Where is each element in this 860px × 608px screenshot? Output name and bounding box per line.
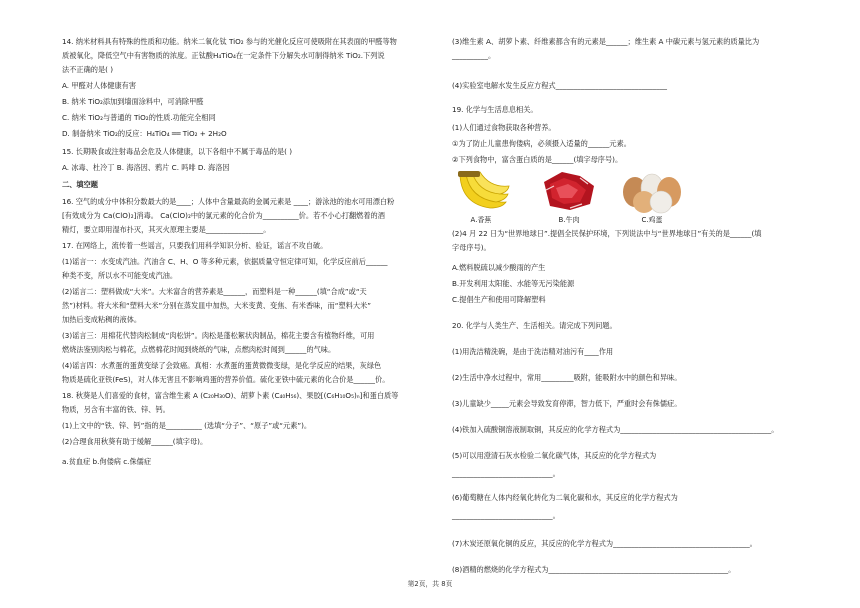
text-line: 20. 化学与人类生产、生活相关。请完成下列问题。 <box>452 321 617 330</box>
text-line: C. 纳米 TiO₂与普通的 TiO₂的性质.功能完全相同 <box>62 113 216 122</box>
text-line: 物质是硫化亚铁(FeS)，对人体无害且不影响鸡蛋的营养价值。硫化亚铁中硫元素的化合价是______价。 <box>62 375 390 384</box>
banana-icon <box>452 168 510 214</box>
text-line: 精灯，要立即用湿布扑灭，其灭火原理主要是________________。 <box>62 225 271 234</box>
text-line: 14. 纳米材料具有特殊的性质和功能。纳米二氧化钛 TiO₂ 参与的光催化反应可使吸附在其表面的甲醛等物 <box>62 37 397 46</box>
text-line: B.开发利用太阳能、水能等无污染能源 <box>452 279 575 288</box>
text-line: [有效成分为 Ca(ClO)₂]消毒。 Ca(ClO)₂中的氯元素的化合价为__________价。若不小心打翻燃着的酒 <box>62 211 385 220</box>
text-line: B. 纳米 TiO₂添加到墙面涂料中，可消除甲醛 <box>62 97 204 106</box>
page-footer: 第2页，共 8页 <box>407 580 453 588</box>
text-line: (2)谣言二：塑料做成“大米”。大米富含的营养素是______，而塑料是一种______(填“合成”或“天 <box>62 287 367 296</box>
food-label: A.香蕉 <box>470 216 492 224</box>
text-line: 种类不变，所以水不可能变成汽油。 <box>62 271 178 280</box>
text-line: (4)谣言四：水煮蛋的蛋黄变绿了会致癌。真相：水煮蛋的蛋黄微微变绿，是化学反应的结果，灰绿色 <box>62 361 382 370</box>
text-line: (7)木炭还原氧化铜的反应，其反应的化学方程式为______________________________________。 <box>452 539 757 548</box>
text-line: A.燃料脱硫以减少酸雨的产生 <box>452 263 546 272</box>
text-line: 然”)材料。将大米和“塑料大米”分别在蒸发皿中加热，大米变黄、变焦、有米香味，而“塑料大米” <box>62 301 371 310</box>
eggs-icon <box>620 168 684 214</box>
text-line: ____________________________。 <box>452 511 560 520</box>
text-line: (1)用洗洁精洗碗，是由于洗洁精对油污有____作用 <box>452 347 614 356</box>
text-line: 质被氧化，降低空气中有害物质的浓度。正钛酸H₄TiO₄在一定条件下分解失水可制得纳米 TiO₂.下列说 <box>62 51 385 60</box>
text-line: (3)谣言三：用棉花代替肉松制成“肉松饼”。肉松是蓬松絮状肉制品，棉花主要含有植物纤维，可用 <box>62 331 375 340</box>
text-line: (2)4 月 22 日为“世界地球日”.提倡全民保护环境，下列说法中与“世界地球日”有关的是______(填 <box>452 229 762 238</box>
text-line: ①为了防止儿童患佝偻病，必须摄入适量的______元素。 <box>452 139 631 148</box>
text-line: (4)实验室电解水发生反应方程式_______________________________ <box>452 81 668 90</box>
text-line: a.贫血症 b.佝偻病 c.侏儒症 <box>62 457 152 466</box>
text-line: 二、填空题 <box>62 180 98 189</box>
text-line: (5)可以用澄清石灰水检验二氧化碳气体，其反应的化学方程式为 <box>452 451 657 460</box>
text-line: (1)谣言一：水变成汽油。汽油含 C、H、O 等多种元素，依据质量守恒定律可知，化学反应前后______ <box>62 257 388 266</box>
food-images <box>452 168 692 228</box>
text-line: (3)儿童缺少_____元素会导致发育停滞，智力低下，严重时会有侏儒症。 <box>452 399 682 408</box>
text-line: 17. 在网络上，流传着一些谣言，只要我们用科学知识分析、验证，谣言不攻自破。 <box>62 241 328 250</box>
text-line: 16. 空气的成分中体积分数最大的是____；人体中含量最高的金属元素是 ____；游泳池的池水可用漂白粉 <box>62 197 395 206</box>
banana-image <box>452 168 510 224</box>
text-line: (2)合理食用秋葵有助于缓解______(填字母)。 <box>62 437 208 446</box>
text-line: 字母序号)。 <box>452 243 491 252</box>
text-line: D. 制备纳米 TiO₂的反应：H₄TiO₄ ══ TiO₂ + 2H₂O <box>62 129 227 138</box>
text-line: (8)酒精的燃烧的化学方程式为__________________________________________________。 <box>452 565 736 574</box>
text-line: __________。 <box>452 51 496 60</box>
text-line: C.提倡生产和使用可降解塑料 <box>452 295 546 304</box>
text-line: ②下列食物中，富含蛋白质的是______(填字母序号)。 <box>452 155 623 164</box>
text-line: A. 甲醛对人体健康有害 <box>62 81 137 90</box>
text-line: 物质，另含有丰富的铁、锌、钙。 <box>62 405 170 414</box>
beef-icon <box>540 168 598 214</box>
text-line: (2)生活中净水过程中，常用_________吸附，能吸附水中的颜色和异味。 <box>452 373 682 382</box>
beef-image <box>540 168 598 224</box>
food-label: C.鸡蛋 <box>641 216 663 224</box>
text-line: (3)维生素 A、胡萝卜素、纤维素都含有的元素是______；维生素 A 中碳元素与氢元素的质量比为 <box>452 37 760 46</box>
text-line: 19. 化学与生活息息相关。 <box>452 105 538 114</box>
text-line: 18. 秋葵是人们喜爱的食材，富含维生素 A (C₂₀H₃₀O)、胡萝卜素 (C₄₀H₅₆)、果胶[(C₆H₁₀O₅)ₙ]和蛋白质等 <box>62 391 399 400</box>
text-line: ____________________________。 <box>452 469 560 478</box>
text-line: (1)上文中的“铁、锌、钙”指的是__________ (选填“分子”、“原子”或“元素”)。 <box>62 421 312 430</box>
text-line: 燃烧法鉴别肉松与棉花，点燃棉花时闻到烧纸的气味，点燃肉松时闻到______的气味。 <box>62 345 336 354</box>
text-line: (4)铁加入硫酸铜溶液制取铜，其反应的化学方程式为__________________________________________。 <box>452 425 779 434</box>
text-line: (1)人们通过食物获取各种营养。 <box>452 123 556 132</box>
food-label: B.牛肉 <box>558 216 580 224</box>
text-line: 法不正确的是( ) <box>62 65 114 74</box>
text-line: A. 冰毒、杜冷丁 B. 海洛因、鸦片 C. 吗啡 D. 海洛因 <box>62 163 230 172</box>
text-line: 15. 长期吸食或注射毒品会危及人体健康，以下各组中不属于毒品的是( ) <box>62 147 293 156</box>
text-line: (6)葡萄糖在人体内经氧化转化为二氧化碳和水，其反应的化学方程式为 <box>452 493 678 502</box>
text-line: 加热后变成粘稠的液体。 <box>62 315 142 324</box>
eggs-image <box>620 168 684 224</box>
